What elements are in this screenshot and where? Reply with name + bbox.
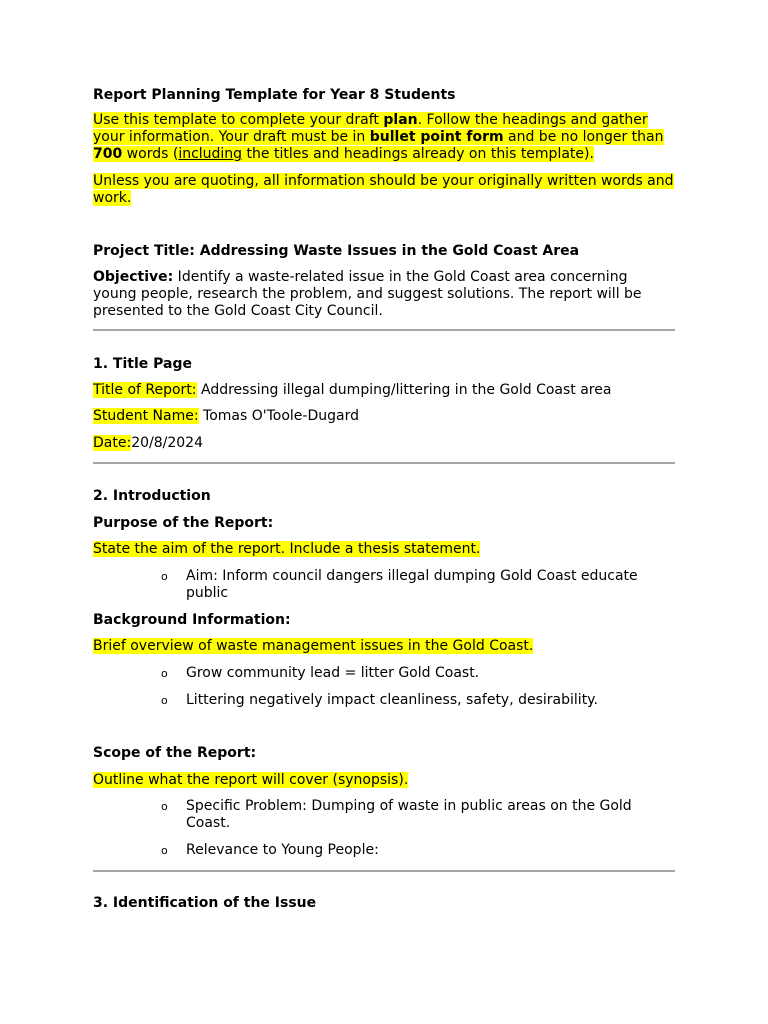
list-item: Grow community lead = litter Gold Coast. [186,665,480,681]
section3-heading: 3. Identification of the Issue [93,895,317,911]
list-item: Relevance to Young People: [186,842,379,858]
section-divider [93,329,675,331]
section1-heading: 1. Title Page [93,356,192,372]
background-heading: Background Information: [93,612,291,628]
list-item: Specific Problem: Dumping of waste in public areas on the Gold Coast. [186,798,632,831]
intro-highlight-2: Your draft must be in bullet point form and be no longer than 700 words (including the titles and headings already on this template). [93,129,664,162]
project-title: Project Title: Addressing Waste Issues in the Gold Coast Area [93,243,580,259]
student-name-line: Student Name: Tomas O'Toole-Dugard [93,408,359,424]
background-prompt: Brief overview of waste management issues in the Gold Coast. [93,638,534,654]
bullet-icon: o [161,667,168,680]
date-line: Date:20/8/2024 [93,435,203,451]
list-item: Aim: Inform council dangers illegal dumping Gold Coast educate public [186,568,638,601]
bullet-icon: o [161,800,168,813]
intro-highlight: Use this template to complete your draft plan. Follow the headings and gather your information. [93,112,648,145]
intro-paragraph [93,112,675,163]
scope-prompt: Outline what the report will cover (synopsis). [93,772,409,788]
purpose-prompt: State the aim of the report. Include a thesis statement. [93,541,481,557]
objective-paragraph: Objective: Identify a waste-related issue in the Gold Coast area concerning young people, research the problem, and suggest solutions. The report will be presented to the Gold Coast City Council. [93,269,642,319]
originality-note: Unless you are quoting, all information should be your originally written words and work. [93,173,674,206]
bullet-icon: o [161,844,168,857]
bullet-icon: o [161,694,168,707]
purpose-heading: Purpose of the Report: [93,515,274,531]
document-title: Report Planning Template for Year 8 Students [93,87,456,103]
section-divider [93,462,675,464]
scope-heading: Scope of the Report: [93,745,257,761]
report-title-line: Title of Report: Addressing illegal dumping/littering in the Gold Coast area [93,382,612,398]
section-divider [93,870,675,872]
section2-heading: 2. Introduction [93,488,211,504]
list-item: Littering negatively impact cleanliness, safety, desirability. [186,692,598,708]
bullet-icon: o [161,570,168,583]
